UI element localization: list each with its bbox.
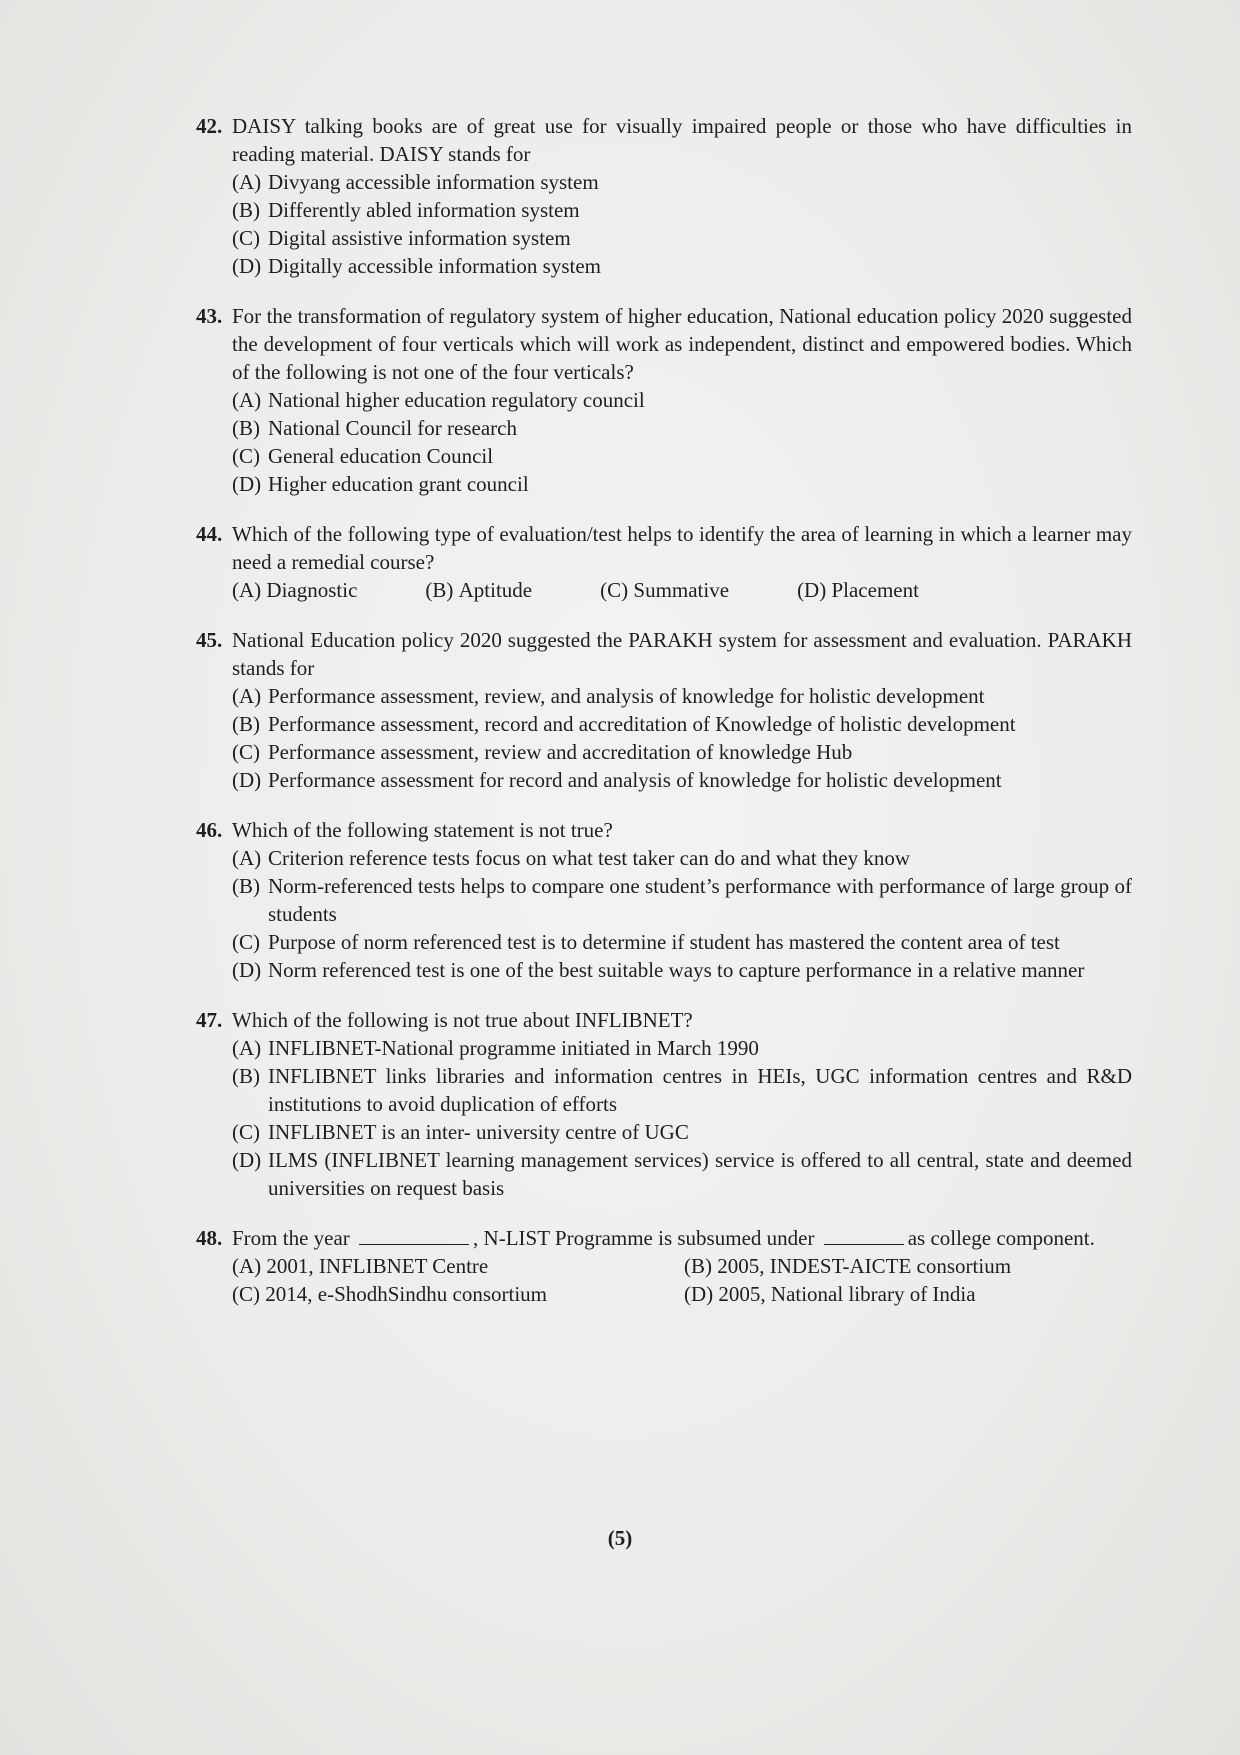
option-label: (D) bbox=[684, 1282, 714, 1306]
question-text-part: , N-LIST Programme is subsumed under bbox=[473, 1226, 815, 1250]
option-text: Divyang accessible information system bbox=[268, 170, 599, 194]
question-text bbox=[232, 1224, 1132, 1252]
option-label: (C) bbox=[232, 1282, 260, 1306]
question-stem bbox=[196, 626, 1132, 682]
option-text: Digital assistive information system bbox=[268, 226, 571, 250]
option-text: Criterion reference tests focus on what test taker can do and what they know bbox=[268, 846, 911, 870]
option-text: National higher education regulatory council bbox=[268, 388, 645, 412]
option-c bbox=[232, 928, 1132, 956]
option-c bbox=[232, 1280, 684, 1308]
option-list bbox=[232, 168, 1132, 280]
option-label: (C) bbox=[232, 444, 260, 468]
question-number: 43. bbox=[196, 304, 223, 328]
option-a bbox=[232, 168, 1132, 196]
option-a bbox=[232, 1252, 684, 1280]
option-label: (D) bbox=[232, 768, 262, 792]
question-stem bbox=[196, 302, 1132, 386]
option-text: ILMS (INFLIBNET learning management services) service is offered to all central, state and deemed universities on request basis bbox=[268, 1148, 1132, 1200]
option-label: (B) bbox=[684, 1254, 712, 1278]
option-label: (A) bbox=[232, 1254, 262, 1278]
option-text: Purpose of norm referenced test is to determine if student has mastered the content area of test bbox=[268, 930, 1060, 954]
question-47 bbox=[196, 1006, 1132, 1202]
option-list bbox=[232, 1034, 1132, 1202]
option-text: Norm referenced test is one of the best suitable ways to capture performance in a relative manner bbox=[268, 958, 1085, 982]
option-a bbox=[232, 576, 357, 604]
option-text: Diagnostic bbox=[266, 578, 358, 602]
option-text: Digitally accessible information system bbox=[268, 254, 602, 278]
option-label: (C) bbox=[232, 226, 260, 250]
option-text: 2014, e-ShodhSindhu consortium bbox=[265, 1282, 547, 1306]
option-b bbox=[232, 710, 1132, 738]
option-text: INFLIBNET-National programme initiated in March 1990 bbox=[268, 1036, 759, 1060]
option-text: Norm-referenced tests helps to compare one student’s performance with performance of large group of students bbox=[268, 874, 1132, 926]
question-46 bbox=[196, 816, 1132, 984]
option-d bbox=[232, 1146, 1132, 1202]
question-text: Which of the following is not true about INFLIBNET? bbox=[232, 1008, 693, 1032]
question-stem bbox=[196, 1224, 1132, 1252]
question-45 bbox=[196, 626, 1132, 794]
option-label: (D) bbox=[797, 578, 827, 602]
question-number: 45. bbox=[196, 628, 223, 652]
fill-blank-year bbox=[359, 1224, 469, 1245]
option-label: (B) bbox=[232, 1064, 260, 1088]
option-d bbox=[232, 956, 1132, 984]
question-text: For the transformation of regulatory system of higher education, National education policy 2020 suggested the development of four verticals which will work as independent, distinct and empowered bodies. Which of the following is not one of the four verticals? bbox=[232, 304, 1132, 384]
fill-blank-consortium bbox=[824, 1224, 904, 1245]
question-stem bbox=[196, 112, 1132, 168]
option-b bbox=[232, 1062, 1132, 1118]
option-b bbox=[232, 196, 1132, 224]
question-list bbox=[196, 112, 1132, 1330]
question-48 bbox=[196, 1224, 1132, 1308]
question-stem bbox=[196, 520, 1132, 576]
option-label: (A) bbox=[232, 684, 262, 708]
option-a bbox=[232, 386, 1132, 414]
option-label: (D) bbox=[232, 958, 262, 982]
question-number: 46. bbox=[196, 818, 223, 842]
option-b bbox=[425, 576, 532, 604]
option-text: INFLIBNET is an inter- university centre of UGC bbox=[268, 1120, 689, 1144]
question-text: National Education policy 2020 suggested the PARAKH system for assessment and evaluation. PARAKH stands for bbox=[232, 628, 1132, 680]
option-list bbox=[232, 844, 1132, 984]
option-text: Differently abled information system bbox=[268, 198, 580, 222]
option-label: (D) bbox=[232, 1148, 262, 1172]
option-a bbox=[232, 844, 1132, 872]
option-label: (B) bbox=[425, 578, 454, 602]
option-list bbox=[232, 1252, 1132, 1308]
option-d bbox=[232, 766, 1132, 794]
question-text-part: From the year bbox=[232, 1226, 350, 1250]
option-label: (B) bbox=[232, 416, 260, 440]
question-text-part: as college component. bbox=[907, 1226, 1095, 1250]
question-number: 44. bbox=[196, 522, 223, 546]
option-text: General education Council bbox=[268, 444, 494, 468]
option-text: Performance assessment, review, and analysis of knowledge for holistic development bbox=[268, 684, 985, 708]
option-text: Performance assessment for record and analysis of knowledge for holistic development bbox=[268, 768, 1002, 792]
option-label: (A) bbox=[232, 388, 262, 412]
question-text: DAISY talking books are of great use for visually impaired people or those who have difficulties in reading material. DAISY stands for bbox=[232, 114, 1132, 166]
option-a bbox=[232, 682, 1132, 710]
option-list bbox=[232, 576, 1132, 604]
question-42 bbox=[196, 112, 1132, 280]
option-label: (D) bbox=[232, 254, 262, 278]
option-text: INFLIBNET links libraries and information centres in HEIs, UGC information centres and R&D institutions to avoid duplication of efforts bbox=[268, 1064, 1132, 1116]
option-b bbox=[684, 1252, 1164, 1280]
page-number: (5) bbox=[607, 1526, 633, 1550]
question-number: 47. bbox=[196, 1008, 223, 1032]
option-text: Summative bbox=[633, 578, 730, 602]
option-b bbox=[232, 414, 1132, 442]
option-label: (C) bbox=[600, 578, 629, 602]
question-stem bbox=[196, 1006, 1132, 1034]
option-a bbox=[232, 1034, 1132, 1062]
option-label: (A) bbox=[232, 1036, 262, 1060]
option-list bbox=[232, 682, 1132, 794]
option-label: (C) bbox=[232, 930, 260, 954]
option-b bbox=[232, 872, 1132, 928]
option-label: (A) bbox=[232, 846, 262, 870]
question-stem bbox=[196, 816, 1132, 844]
option-c bbox=[600, 576, 729, 604]
question-text: Which of the following statement is not true? bbox=[232, 818, 613, 842]
option-text: Aptitude bbox=[458, 578, 533, 602]
option-label: (A) bbox=[232, 578, 262, 602]
option-label: (B) bbox=[232, 198, 260, 222]
question-44 bbox=[196, 520, 1132, 604]
question-number: 48. bbox=[196, 1226, 223, 1250]
option-d bbox=[232, 252, 1132, 280]
question-43 bbox=[196, 302, 1132, 498]
option-label: (C) bbox=[232, 1120, 260, 1144]
option-label: (B) bbox=[232, 874, 260, 898]
option-list bbox=[232, 386, 1132, 498]
option-text: 2005, INDEST-AICTE consortium bbox=[717, 1254, 1012, 1278]
option-c bbox=[232, 738, 1132, 766]
option-label: (A) bbox=[232, 170, 262, 194]
option-c bbox=[232, 224, 1132, 252]
option-d bbox=[797, 576, 919, 604]
option-c bbox=[232, 442, 1132, 470]
question-number: 42. bbox=[196, 114, 223, 138]
option-text: 2001, INFLIBNET Centre bbox=[266, 1254, 489, 1278]
option-text: Performance assessment, review and accreditation of knowledge Hub bbox=[268, 740, 853, 764]
option-text: Placement bbox=[831, 578, 919, 602]
option-d bbox=[684, 1280, 1164, 1308]
option-text: National Council for research bbox=[268, 416, 517, 440]
option-d bbox=[232, 470, 1132, 498]
question-text: Which of the following type of evaluation/test helps to identify the area of learning in which a learner may need a remedial course? bbox=[232, 522, 1132, 574]
option-text: Performance assessment, record and accreditation of Knowledge of holistic development bbox=[268, 712, 1016, 736]
option-text: Higher education grant council bbox=[268, 472, 529, 496]
option-c bbox=[232, 1118, 1132, 1146]
option-label: (D) bbox=[232, 472, 262, 496]
option-label: (B) bbox=[232, 712, 260, 736]
option-label: (C) bbox=[232, 740, 260, 764]
option-text: 2005, National library of India bbox=[718, 1282, 976, 1306]
